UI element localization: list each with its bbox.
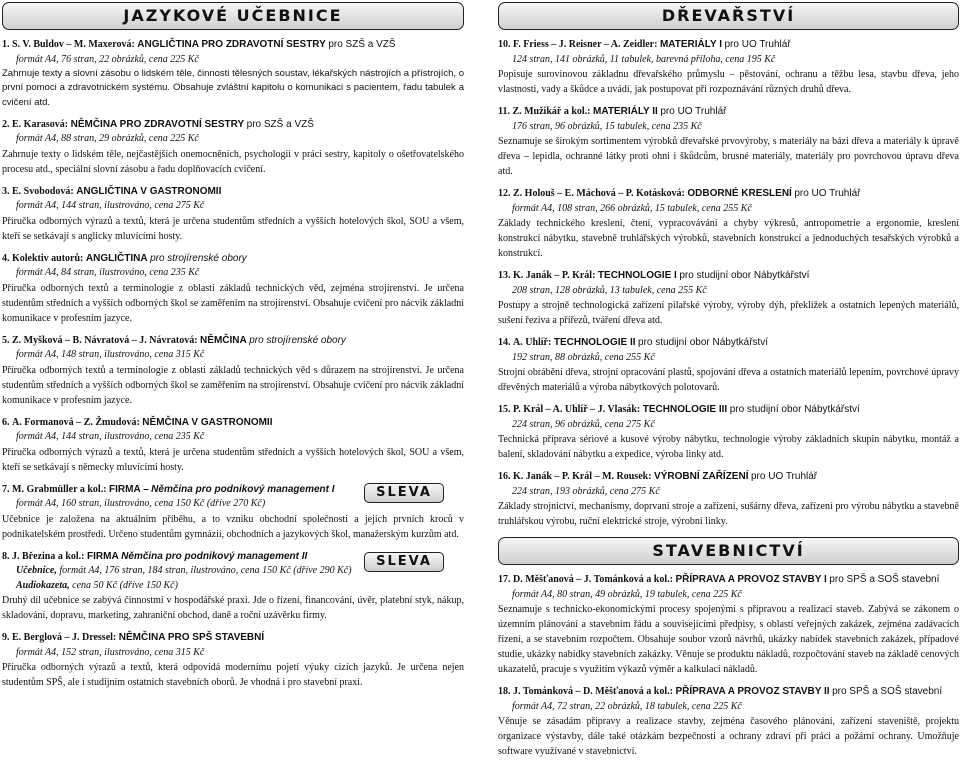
entry-book-title: VÝROBNÍ ZAŘÍZENÍ [654,471,749,482]
entry-title-line [498,38,959,53]
entry-description: Strojní obrábění dřeva, strojní opracování plastů, spojování dřeva a ostatních materiálů lepením, povrchové úpravy dřevěných materiálů a výroba nábytkových polotovarů. [498,367,959,393]
entry-number: 11. [498,106,510,117]
entry-description: Zahrnuje texty a slovní zásobu o lidském těle, činnosti tělesných soustav, lékařských nástrojích a přístrojích, o první pomoci a zdravotnickém systému. Obsahuje zvláštní kapitolu o komunikaci s pacientem, řadu tabulek a cvičení atd. [2,68,464,108]
book-entry-1 [2,38,464,110]
book-entry-11 [498,105,959,179]
entry-description: Příručka odborných textů a terminologie z oblasti základů technických věd, zejména strojírenství. Je určena studentům středních a vyšších odborných škol se zaměřením na strojírenství. Obsahuje cvičení pro nácvik základní komunikace v profesním jazyce. [2,282,464,324]
entry-authors: S. V. Buldov – M. Maxerová: [12,39,135,50]
entry-authors: J. Tománková – D. Měšťanová a kol.: [513,686,673,697]
entry-title-line [498,685,959,700]
entry-format: formát A4, 144 stran, ilustrováno, cena 275 Kč [16,200,205,212]
entry-authors: E. Svobodová: [12,185,74,197]
entry-number: 14. [498,337,511,348]
book-entry-13 [498,269,959,328]
entry-subtitle: Němčina pro podnikový management I [151,483,335,495]
entry-authors: K. Janák – P. Král: [513,270,596,281]
entry-number: 8. [2,550,10,562]
entry-description: Učebnice je založena na aktuálním příběhu, a to vzniku obchodní společnosti a jejích prvních kroců v podnikatelském prostředí. Určeno studentům gymnázií, obchodních a jazykových škol, manažerským kurzům atd. [2,513,464,540]
entry-subtitle: pro strojírenské obory [249,334,346,346]
entry-authors: D. Měšťanová – J. Tománková a kol.: [513,574,673,585]
book-entry-15 [498,403,959,462]
entry-book-title: PŘÍPRAVA A PROVOZ STAVBY I [675,574,827,585]
entry-format: 224 stran, 96 obrázků, cena 275 Kč [512,418,655,430]
entry-title-line [498,269,959,284]
entry-title-line [2,38,464,53]
book-entry-17 [498,573,959,677]
book-entry-3 [2,185,464,244]
entry-subtitle: pro studijní obor Nábytkářství [729,404,860,415]
entry-title-line [2,334,464,349]
entry-description: Druhý díl učebnice se zabývá činnostmi v hospodářské praxi. Jde o řízení, financování, úvěr, platební styk, nákup, skladování, dopravu, marketing, zahraniční obchod, daně a roční uzávěrku firmy. [2,595,464,622]
entry-title-line [498,403,959,418]
entry-authors: Z. Mužikář a kol.: [512,106,591,117]
woodworking-book-list [498,38,959,529]
book-entry-16 [498,470,959,529]
entry-title-line [498,573,959,588]
entry-title-line [498,105,959,120]
discount-badge: SLEVA [364,552,444,572]
entry-number: 4. [2,252,10,264]
entry-authors: A. Formanová – Z. Žmudová: [12,416,140,428]
entry-authors: M. Grabmüller a kol.: [12,483,107,495]
entry-subtitle: pro UO Truhlář [750,471,818,482]
entry-book-title: ANGLIČTINA PRO ZDRAVOTNÍ SESTRY [137,39,326,50]
entry-number: 7. [2,483,10,495]
left-column [2,0,464,698]
right-column [498,0,959,767]
section-header-language-textbooks: JAZYKOVÉ UČEBNICE [2,2,464,30]
entry-authors: J. Březina a kol.: [12,550,85,562]
book-entry-4 [2,252,464,326]
entry-title-line [2,252,464,267]
language-textbook-list [2,38,464,690]
book-entry-6 [2,416,464,475]
entry-number: 18. [498,686,511,697]
entry-format: formát A4, 80 stran, 49 obrázků, 19 tabulek, cena 225 Kč [512,588,742,600]
book-entry-18 [498,685,959,759]
entry-subtitle: pro UO Truhlář [794,188,861,199]
entry-format: 224 stran, 193 obrázků, cena 275 Kč [512,485,660,497]
entry-subtitle: pro strojírenské obory [150,252,247,264]
entry-book-title: ANGLIČTINA [85,252,148,264]
entry-format: formát A4, 144 stran, ilustrováno, cena 235 Kč [16,431,205,443]
entry-book-title: FIRMA – [109,483,149,495]
entry-book-title: NĚMČINA PRO SPŠ STAVEBNÍ [118,632,265,644]
entry-description: Popisuje surovinovou základnu dřevařského průmyslu – pěstování, ochranu a těžbu lesa, stavbu dřeva, jeho vlastnosti, vady a škůdce a uvádí, jak postupovat při rozpoznávání různých druhů dřeva. [498,69,959,95]
format-prefix: Učebnice, [16,565,57,577]
entry-description: Věnuje se zásadám přípravy a realizace stavby, zejména časového plánování, zařízení staveniště, projektu organizace výstavby, dále také otázkám bezpečnosti a ochrany zdraví při práci a požární ochrany. Umožňuje software využívané v stavebnictví. [498,716,959,757]
entry-number: 15. [498,404,511,415]
entry-book-title: NĚMČINA V GASTRONOMII [142,416,273,428]
entry-format: 176 stran, 96 obrázků, 15 tabulek, cena 235 Kč [512,120,702,132]
entry-description: Postupy a strojně technologická zařízení pilařské výroby, výroby dýh, překližek a ostatních lepených materiálů, sušení řeziva a přířezů, tváření dřeva atd. [498,300,959,326]
entry-description: Příručka odborných výrazů a textů, která je určena studentům středních a vyšších hotelových škol, SOU a všem, kteří se setkávají s německy mluvícími hosty. [2,446,464,473]
book-entry-5 [2,334,464,408]
entry-book-title: MATERIÁLY II [593,106,658,117]
entry-subtitle: pro SZŠ a VZŠ [246,118,314,130]
entry-title-line [2,185,464,200]
entry-description: Technická příprava sériové a kusové výroby nábytku, technologie výroby základních skupin nábytku, montáž a balení, skladování nábytku a expedice, výroba linky atd. [498,434,959,460]
entry-number: 10. [498,39,511,50]
entry-book-title: MATERIÁLY I [659,39,722,50]
entry-format: formát A4, 160 stran, ilustrováno, cena 150 Kč (dříve 270 Kč) [16,498,266,510]
entry-subtitle: pro SPŠ a SOŠ stavební [829,574,940,585]
entry-format: 192 stran, 88 obrázků, cena 255 Kč [512,351,655,363]
entry-authors: F. Friess – J. Reisner – A. Zeidler: [513,39,658,50]
entry-book-title: ANGLIČTINA V GASTRONOMII [76,185,222,197]
book-entry-8 [2,550,464,624]
entry-authors: K. Janák – P. Král – M. Rousek: [513,471,652,482]
entry-format: formát A4, 84 stran, ilustrováno, cena 235 Kč [16,267,200,279]
entry-number: 16. [498,471,511,482]
entry-authors: E. Karasová: [12,118,69,130]
entry-book-title: FIRMA [87,550,119,562]
entry-title-line [498,336,959,351]
entry-number: 13. [498,270,511,281]
entry-format: formát A4, 148 stran, ilustrováno, cena 315 Kč [16,349,205,361]
entry-subtitle: pro UO Truhlář [724,39,791,50]
entry-number: 2. [2,118,10,130]
entry-description: Příručka odborných výrazů a textů, která odpovídá modernímu pojetí výuky cizích jazyků. Je určena nejen studentům SPŠ, ale i studijním ostatních stavebních oborů. Je vhodná i pro stavební praxi. [2,662,464,689]
entry-number: 12. [498,188,511,199]
section-header-woodworking: DŘEVAŘSTVÍ [498,2,959,30]
entry-number: 6. [2,416,10,428]
discount-badge: SLEVA [364,483,444,503]
construction-book-list [498,573,959,759]
entry-number: 3. [2,185,10,197]
entry-format: 208 stran, 128 obrázků, 13 tabulek, cena 255 Kč [512,284,707,296]
entry-description: Zahrnuje texty o lidském těle, nejčastějších onemocněních, psychologii v práci sestry, kapitoly o ošetřovatelského procesu atd., speciální slovní zásobu a řadu doplňovacích cvičení. [2,148,464,175]
book-entry-2 [2,118,464,177]
entry-title-line [2,631,464,646]
entry-authors: E. Berglová – J. Dressel: [12,632,117,644]
entry-subtitle: pro UO Truhlář [660,106,727,117]
entry-title-line [498,470,959,485]
entry-description: Seznamuje s technicko-ekonomickými procesy spojenými s přípravou a realizací staveb. Zabývá se zákonem o územním plánování a stavebním řádu a souvisejícími předpisy, s oblastí veřejných zakázek, zejména zadávacích řízení, a se stavebním rozpočtem. Obsahuje soubor vzorů návrhů, ukázky nabídek stavebních zakázek, případové studie, ukázky nabídky stavebních zakázky. Věnuje se produktu nákladů, rozpočtování staveb na základě cenových ukazatelů, pracuje s využitím výkazů výměr a kalkulací nákladů. [498,604,959,675]
format-prefix: Audiokazeta, [16,579,70,591]
format-text: formát A4, 176 stran, 184 stran, ilustrováno, cena 150 Kč (dříve 290 Kč) [59,565,352,577]
entry-book-title: ODBORNÉ KRESLENÍ [687,188,792,199]
entry-book-title: NĚMČINA PRO ZDRAVOTNÍ SESTRY [70,118,245,130]
entry-authors: P. Král – A. Uhlíř – J. Vlasák: [513,404,641,415]
entry-number: 9. [2,632,10,644]
entry-subtitle: pro SPŠ a SOŠ stavební [832,686,943,697]
book-entry-10 [498,38,959,97]
entry-format: formát A4, 76 stran, 22 obrázků, cena 225 Kč [16,53,199,65]
entry-book-title: TECHNOLOGIE I [597,270,677,281]
entry-description: Příručka odborných textů a terminologie z oblasti základů technických věd s důrazem na strojírenství. Je určena studentům středních a vyšších odborných škol se zaměřením na strojírenství. Obsahuje cvičení pro nácvik základní komunikace v profesním jazyce. [2,364,464,406]
entry-format: formát A4, 108 stran, 266 obrázků, 15 tabulek, cena 255 Kč [512,202,752,214]
entry-authors: Z. Holouš – E. Máchová – P. Kotásková: [513,188,685,199]
entry-subtitle: pro studijní obor Nábytkářství [679,270,810,281]
entry-format: formát A4, 72 stran, 22 obrázků, 18 tabulek, cena 225 Kč [512,700,742,712]
entry-authors: Kolektiv autorů: [12,252,84,264]
entry-description: Základy strojnictví, mechanismy, doprvaní stroje a zařízení, sušárny dřeva, zařízení pro výrobu nábytku a stavebně truhlářskou výrobu, ruční elektrické stroje, výrobní linky. [498,501,959,527]
entry-title-line [2,118,464,133]
section-header-construction: STAVEBNICTVÍ [498,537,959,565]
entry-description: Příručka odborných výrazů a textů, která je určena studentům středních a vyšších hotelových škol, SOU a všem, kteří se setkávají s anglicky mluvícími hosty. [2,215,464,242]
book-entry-9 [2,631,464,690]
entry-number: 1. [2,39,10,50]
entry-book-title: TECHNOLOGIE III [642,404,728,415]
entry-format: formát A4, 152 stran, ilustrováno, cena 315 Kč [16,646,205,658]
entry-subtitle: pro SZŠ a VZŠ [328,39,396,50]
entry-authors: A. Uhlíř: [513,337,552,348]
entry-number: 17. [498,574,511,585]
entry-book-title: PŘÍPRAVA A PROVOZ STAVBY II [675,686,830,697]
entry-book-title: NĚMČINA [200,334,247,346]
entry-subtitle: pro studijní obor Nábytkářství [638,337,769,348]
format-text: cena 50 Kč (dříve 150 Kč) [72,579,178,591]
book-entry-12 [498,187,959,261]
entry-description: Základy technického kreslení, čtení, vypracovávání a chyby výkresů, antropometrie a ergonomie, kreslení konstrukcí nábytku, stavebně truhlářských výrobků, stavebních konstrukcí a jednoduchých tesařských výrobků a konstrukcí. [498,218,959,259]
entry-number: 5. [2,334,10,346]
entry-title-line [498,187,959,202]
entry-book-title: TECHNOLOGIE II [553,337,636,348]
entry-description: Seznamuje se širokým sortimentem výrobků dřevařské prvovýroby, s materiály na bázi dřeva a materiály k úpravě dřeva – lepidla, ochranné látky proti ohni i škůdcům, brusné materiály, materiály pro povrchovou úpravu dřeva atd. [498,136,959,177]
entry-authors: Z. Myšková – B. Návratová – J. Návratová: [12,334,198,346]
book-entry-14 [498,336,959,395]
entry-format: 124 stran, 141 obrázků, 11 tabulek, barevná příloha, cena 195 Kč [512,53,776,65]
entry-format: formát A4, 88 stran, 29 obrázků, cena 225 Kč [16,133,199,145]
entry-subtitle: Němčina pro podnikový management II [121,550,308,562]
book-entry-7 [2,483,464,542]
entry-format-2 [2,579,464,594]
entry-title-line [2,416,464,431]
